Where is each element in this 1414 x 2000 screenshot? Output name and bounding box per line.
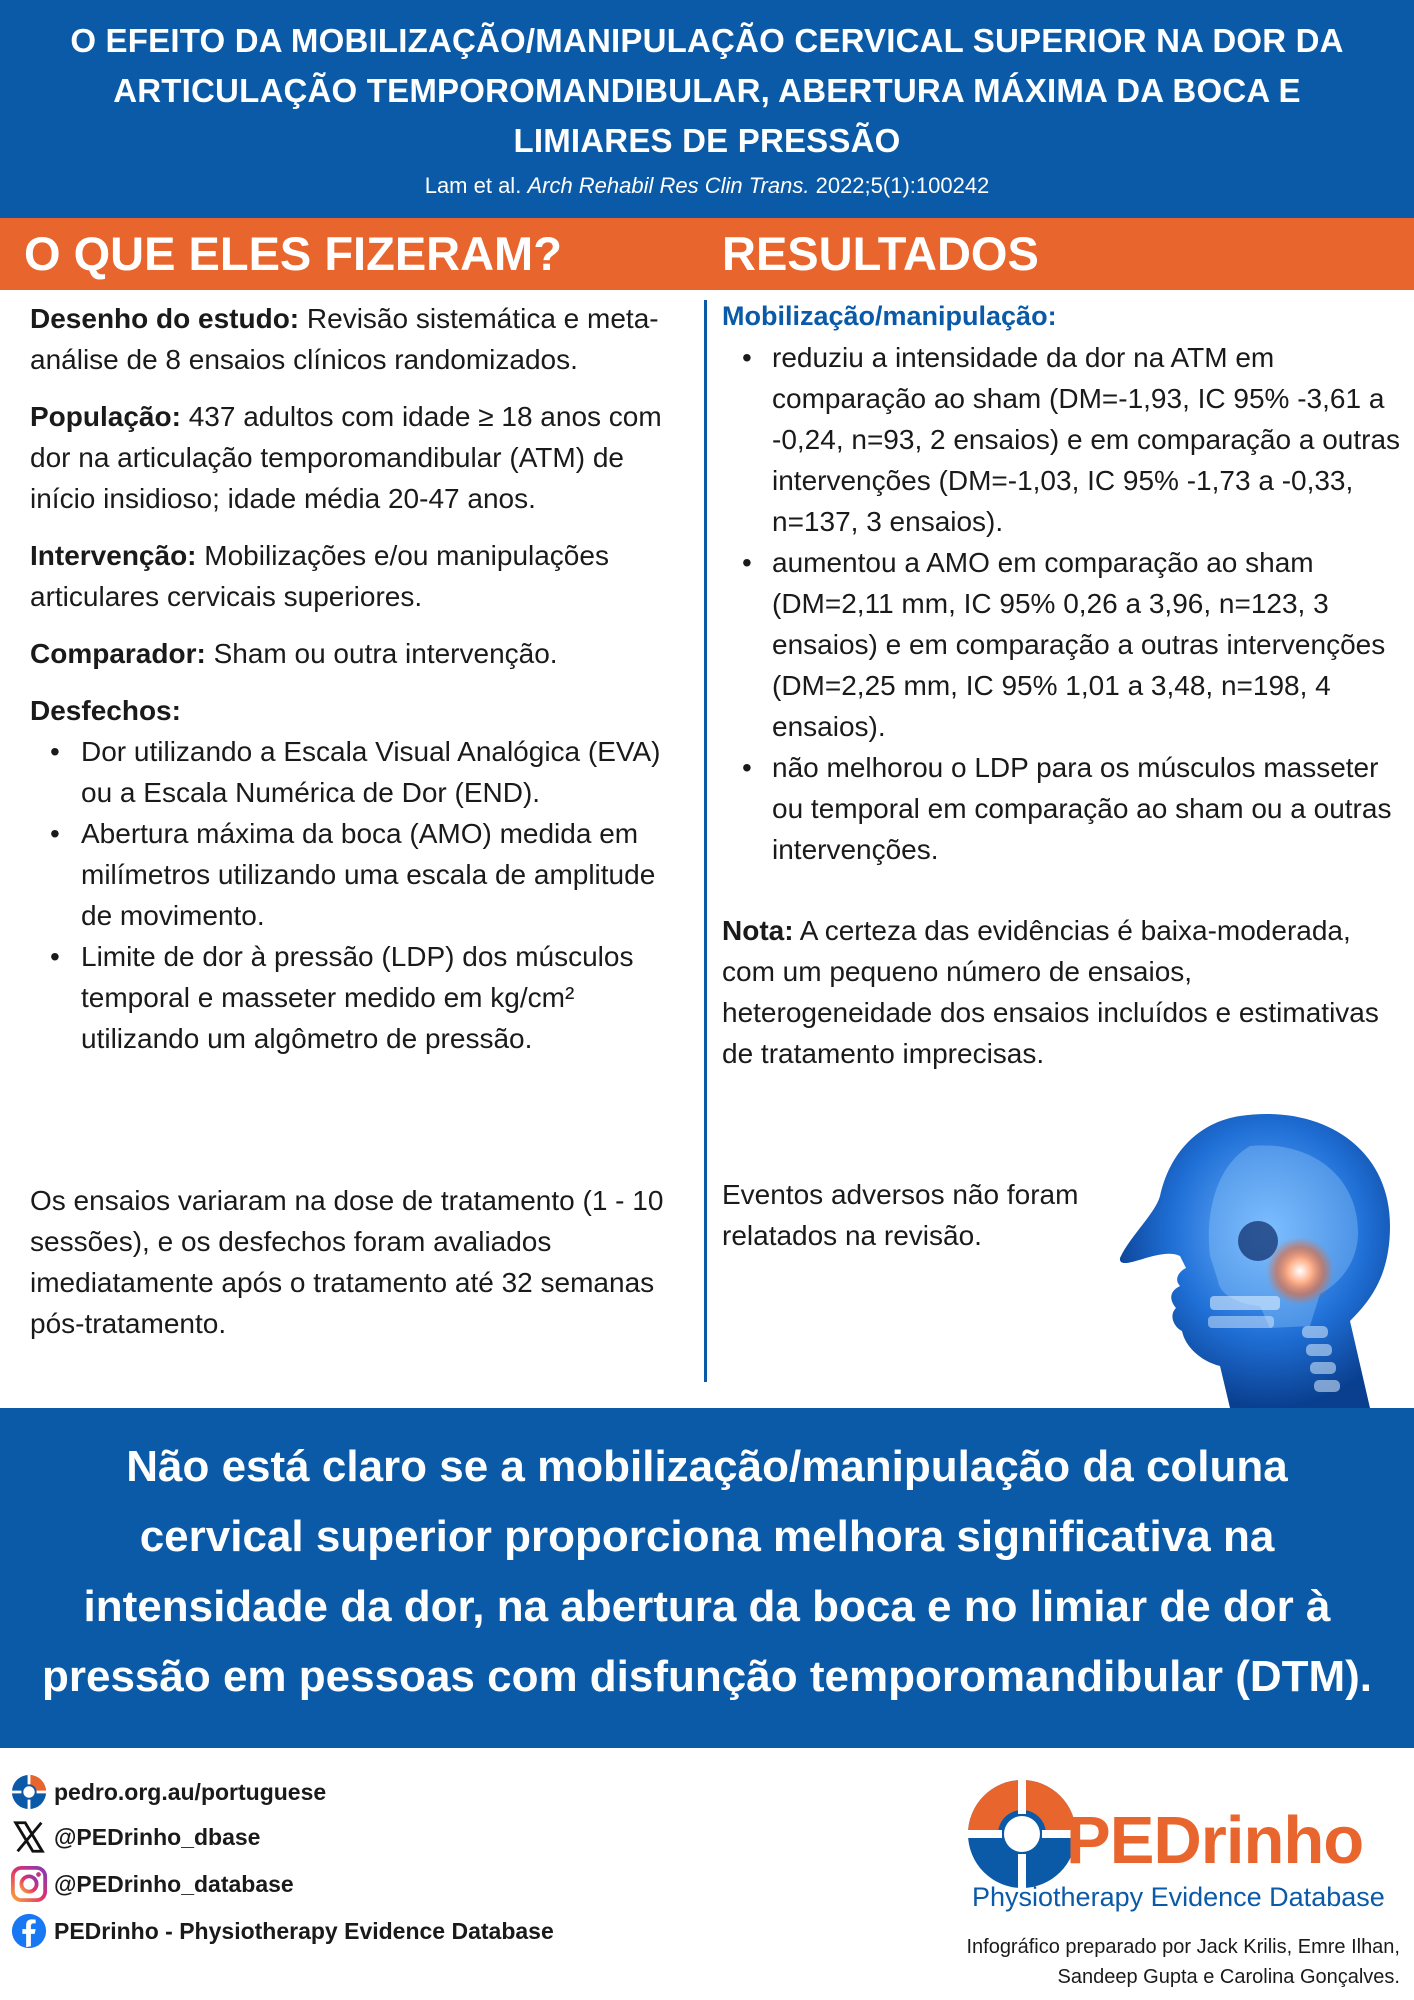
results-list — [722, 337, 1402, 870]
list-item: • Dor utilizando a Escala Visual Analógica (EVA) ou a Escala Numérica de Dor (END). — [30, 731, 690, 813]
logo-subtitle: Physiotherapy Evidence Database — [972, 1882, 1385, 1912]
design-text: Revisão sistemática e meta-análise de 8 ensaios clínicos randomizados. — [30, 303, 659, 375]
pedro-logo-icon — [10, 1773, 48, 1811]
trials-note: Os ensaios variaram na dose de tratamento (1 - 10 sessões), e os desfechos foram avaliados imediatamente após o tratamento até 32 semanas pós-tratamento. — [30, 1185, 664, 1339]
citation — [0, 172, 1414, 200]
facebook-link[interactable] — [10, 1912, 554, 1950]
page-title: O EFEITO DA MOBILIZAÇÃO/MANIPULAÇÃO CERVICAL SUPERIOR NA DOR DA ARTICULAÇÃO TEMPOROMANDIBULAR, ABERTURA MÁXIMA DA BOCA E LIMIARES DE PRESSÃO — [70, 22, 1344, 159]
list-item: • Abertura máxima da boca (AMO) medida em milímetros utilizando uma escala de amplitude de movimento. — [30, 813, 690, 936]
comparator-label: Comparador: — [30, 638, 206, 669]
methods-column — [30, 298, 690, 1059]
design-paragraph — [30, 298, 690, 380]
list-item: • aumentou a AMO em comparação ao sham (DM=2,11 mm, IC 95% 0,26 a 3,96, n=123, 3 ensaios) e em comparação a outras intervenções (DM=2,25 mm, IC 95% 1,01 a 3,48, n=198, 4 ensaios). — [722, 542, 1402, 747]
column-divider — [704, 300, 707, 1382]
results-heading: Mobilização/manipulação: — [722, 301, 1057, 331]
citation-journal: Arch Rehabil Res Clin Trans. — [527, 173, 810, 198]
instagram-handle[interactable]: @PEDrinho_database — [54, 1871, 294, 1897]
certainty-note — [722, 910, 1402, 1074]
section-title-methods: O QUE ELES FIZERAM? — [24, 227, 562, 280]
skull-illustration — [1090, 1096, 1414, 1408]
comparator-text: Sham ou outra intervenção. — [213, 638, 558, 669]
logo-wordmark: PEDrinho — [1066, 1803, 1364, 1878]
intervention-text: Mobilizações e/ou manipulações articulares cervicais superiores. — [30, 540, 609, 612]
list-item: • reduziu a intensidade da dor na ATM em comparação ao sham (DM=-1,93, IC 95% -3,61 a -0,24, n=93, 2 ensaios) e em comparação a outras intervenções (DM=-1,03, IC 95% -1,73 a -0,33, n=137, 3 ensaios). — [722, 337, 1402, 542]
population-label: População: — [30, 401, 181, 432]
outcomes-list — [30, 731, 690, 1059]
comparator-paragraph — [30, 633, 690, 674]
conclusion-banner — [0, 1408, 1414, 1748]
website-link[interactable] — [10, 1773, 326, 1811]
x-link[interactable] — [10, 1818, 260, 1856]
facebook-page[interactable]: PEDrinho - Physiotherapy Evidence Database — [54, 1918, 554, 1944]
section-title-results: RESULTADOS — [722, 227, 1039, 280]
adverse-events-note: Eventos adversos não foram relatados na revisão. — [722, 1179, 1079, 1251]
facebook-icon — [10, 1912, 48, 1950]
credits-line-1: Infográfico preparado por Jack Krilis, Emre Ilhan, — [966, 1936, 1400, 1958]
website-url[interactable]: pedro.org.au/portuguese — [54, 1779, 327, 1805]
instagram-icon — [10, 1865, 48, 1903]
population-paragraph — [30, 396, 690, 519]
design-label: Desenho do estudo: — [30, 303, 300, 334]
header-banner — [0, 0, 1414, 218]
list-item: • não melhorou o LDP para os músculos masseter ou temporal em comparação ao sham ou a outras intervenções. — [722, 747, 1402, 870]
nota-text: A certeza das evidências é baixa-moderada, com um pequeno número de ensaios, heterogeneidade dos ensaios incluídos e estimativas de tratamento imprecisas. — [722, 915, 1379, 1069]
citation-ref: 2022;5(1):100242 — [815, 173, 990, 198]
citation-authors: Lam et al. — [424, 173, 522, 198]
x-handle[interactable]: @PEDrinho_dbase — [54, 1824, 261, 1850]
results-column — [722, 296, 1402, 870]
nota-label: Nota: — [722, 915, 794, 946]
population-text: 437 adultos com idade ≥ 18 anos com dor na articulação temporomandibular (ATM) de início insidioso; idade média 20-47 anos. — [30, 401, 662, 514]
instagram-link[interactable] — [10, 1865, 294, 1903]
credits-line-2: Sandeep Gupta e Carolina Gonçalves. — [1057, 1966, 1400, 1988]
outcomes-label: Desfechos: — [30, 695, 181, 726]
intervention-label: Intervenção: — [30, 540, 197, 571]
list-item: • Limite de dor à pressão (LDP) dos músculos temporal e masseter medido em kg/cm² utilizando um algômetro de pressão. — [30, 936, 690, 1059]
credits — [880, 1932, 1400, 1992]
x-icon — [10, 1818, 48, 1856]
intervention-paragraph — [30, 535, 690, 617]
conclusion-text: Não está claro se a mobilização/manipulação da coluna cervical superior proporciona melhora significativa na intensidade da dor, na abertura da boca e no limiar de dor à pressão em pessoas com disfunção temporomandibular (DTM). — [41, 1442, 1373, 1701]
